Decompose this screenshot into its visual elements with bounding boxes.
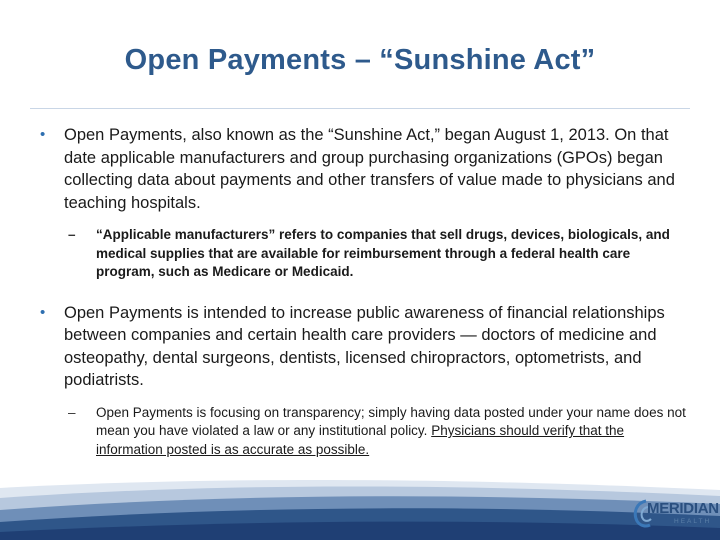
sub-bullet-underlined-text: Physicians should verify that the information posted is as accurate as possible.: [96, 423, 625, 457]
bullet-icon: •: [40, 303, 46, 321]
meridian-logo: [632, 497, 719, 537]
sub-bullet-item: [32, 226, 692, 282]
logo-tagline: HEALTH: [674, 518, 712, 525]
dash-icon: –: [68, 404, 76, 420]
bullet-text: Open Payments is intended to increase public awareness of financial relationships between companies and certain health care providers — doctors of medicine and osteopathy, dental surgeons, dentists, licensed chiropractors, optometrists, and podiatrists.: [64, 303, 665, 389]
bullet-item: [32, 302, 692, 392]
sub-bullet-text: Open Payments is focusing on transparency; simply having data posted under your name does not mean you have violated a law or any institutional policy.: [96, 404, 686, 438]
title-divider: [30, 108, 690, 109]
bullet-text: Open Payments, also known as the “Sunshine Act,” began August 1, 2013. On that date applicable manufacturers and group purchasing organizations (GPOs) began collecting data about payments and other transfers of value made to physicians and teaching hospitals.: [64, 126, 675, 212]
slide-title: Open Payments – “Sunshine Act”: [124, 44, 596, 76]
footer-swoosh: [0, 470, 720, 540]
slide-body: [32, 124, 692, 459]
sub-bullet-item: [32, 404, 692, 460]
bullet-item: [32, 124, 692, 214]
sub-bullet-text: “Applicable manufacturers” refers to companies that sell drugs, devices, biologicals, and medical supplies that are available for reimbursement through a federal health care program, such as Medicare or Medicaid.: [96, 227, 670, 279]
logo-name: MERIDIAN: [647, 500, 719, 517]
dash-icon: –: [68, 227, 76, 242]
bullet-icon: •: [40, 126, 46, 143]
